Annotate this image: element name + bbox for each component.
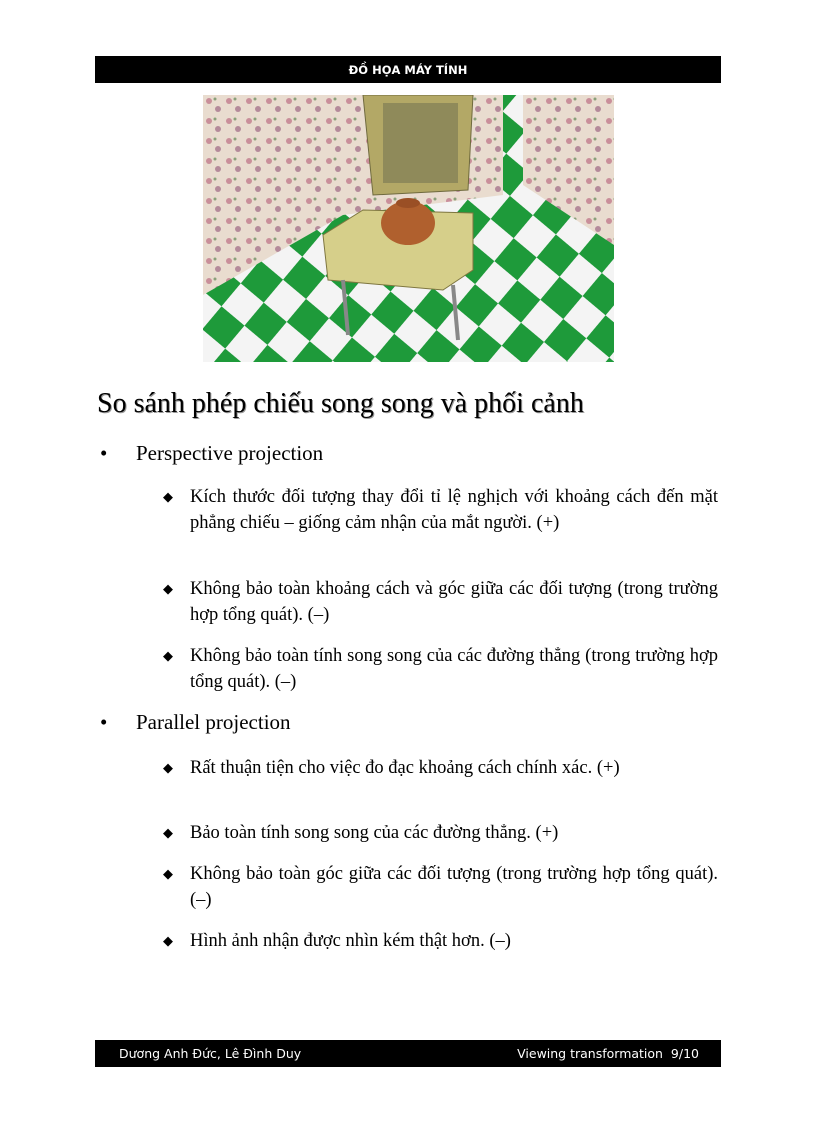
diamond-icon: ◆	[163, 825, 173, 840]
bullet-parallel: • Parallel projection	[100, 710, 291, 734]
diamond-icon: ◆	[163, 866, 173, 881]
bullet-dot-icon: •	[100, 441, 108, 465]
diamond-icon: ◆	[163, 933, 173, 948]
diamond-icon: ◆	[163, 648, 173, 663]
page-header	[95, 56, 721, 83]
list-item: ◆ Không bảo toàn tính song song của các đường thẳng (trong trường hợp tổng quát). (–)	[163, 643, 718, 695]
teapot-on-chair-render	[203, 95, 614, 362]
diamond-icon: ◆	[163, 760, 173, 775]
bullet-dot-icon: •	[100, 710, 108, 734]
bullet-perspective: • Perspective projection	[100, 441, 324, 465]
page-footer	[95, 1040, 721, 1067]
list-item: ◆ Không bảo toàn khoảng cách và góc giữa các đối tượng (trong trường hợp tổng quát). (–)	[163, 576, 718, 628]
diamond-icon: ◆	[163, 489, 173, 504]
list-item: ◆ Kích thước đối tượng thay đổi tỉ lệ nghịch với khoảng cách đến mặt phẳng chiếu – giống cảm nhận của mắt người. (+)	[163, 484, 718, 536]
list-item: ◆ Rất thuận tiện cho việc đo đạc khoảng cách chính xác. (+)	[163, 755, 718, 781]
list-item: ◆ Hình ảnh nhận được nhìn kém thật hơn. (–)	[163, 928, 718, 954]
footer-authors: Dương Anh Đức, Lê Đình Duy	[119, 1046, 302, 1061]
footer-topic-page: Viewing transformation 9/10	[517, 1046, 699, 1061]
slide-title: So sánh phép chiếu song song và phối cảnh	[97, 388, 584, 419]
header-title: ĐỒ HỌA MÁY TÍNH	[348, 63, 468, 77]
list-item: ◆ Bảo toàn tính song song của các đường thẳng. (+)	[163, 820, 718, 846]
list-item: ◆ Không bảo toàn góc giữa các đối tượng (trong trường hợp tổng quát). (–)	[163, 861, 718, 913]
diamond-icon: ◆	[163, 581, 173, 596]
